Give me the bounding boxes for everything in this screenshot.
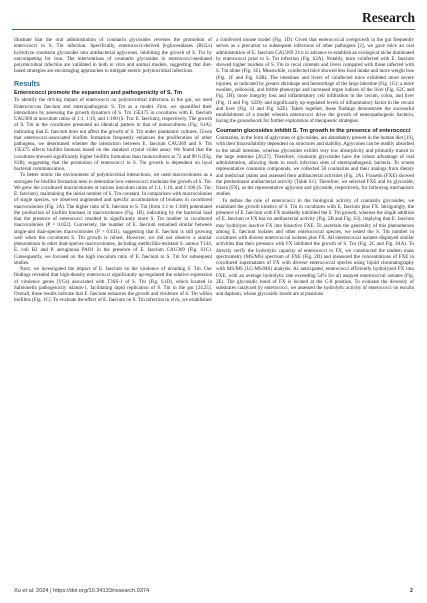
page-number: 2 (409, 588, 413, 594)
body-paragraph: Coumarins, in the form of aglycones or glycosides, are abundantly present in the human diet [19], with their bioavailability dependent on structures and stability. Aglycones can be readily absorbed in the small intestine, whereas glycosides exhibit very low absorptivity and primarily transit to the large intestine [26,27]. Therefore, coumarin glycosides have the robust advantage of oral administration, allowing them to reach infection sites of enteropathogenic bacteria. To screen representative coumarin compounds, we collected 50 coumarins and their analogs from dietary and medicinal plants and assessed their antibacterial activities (Fig. 2A). Fraxetin (FXE) showed the predominant antibacterial activity (Table S1). Therefore, we selected FXE and its glycoside, fraxin (FX), as the representative aglycone and glycoside, respectively, for following mechanistic studies. (216, 135, 414, 198)
results-heading: Results (14, 78, 40, 88)
body-paragraph: a coinfected mouse model (Fig. 1D). Given that enterococcal overgrowth in the gut frequently serves as a precursor to subsequent infections of other pathogens [2], we gave mice an oral administration of E. faecium CAU369 24 h in advance to establish an ecological niche dominated by enterococci prior to S. Tm infection (Fig. S2A). Notably, mice coinfected with E. faecium showed higher burdens of S. Tm in cecal contents and livers compared with those infected with S. Tm alone (Fig. 1E). Meanwhile, coinfected mice showed less food intake and more weight loss (Fig. 1F and Fig. S2B). The intestines and livers of coinfected mice exhibited more severe injuries, as indicated by greater shrinkage and hemorrhage of the large intestine (Fig. 1G); a more swollen, yellowish, and brittle phenotype and increased organ indices of the liver (Fig. S2C and Fig. 1H); more integrity loss and inflammatory cell infiltration in the cecum, colon, and liver (Fig. 1I and Fig. S2D); and significantly up-regulated levels of inflammatory factor in the cecum and liver (Fig. 1J and Fig. S2E). Taken together, these findings demonstrate the successful establishment of a model wherein enterococci drive the growth of enteropathogenic bacteria, laying the groundwork for further exploration of therapeutic strategies. (216, 37, 414, 125)
body-paragraph: To identify the driving impact of enterococci on polymicrobial infections in the gut, we used Enterococcus faecium and enteropathogenic S. Tm as a model. First, we quantified their interactions by assessing the growth dynamics of S. Tm 15E475 in cocultures with E. faecium CAU369 at inoculum ratios of 1:1, 1:10, and 1:100 (S. Tm: E. faecium), respectively. The growth of S. Tm in the cocultures presented an identical pattern to that of monocultures (Fig. S1A), indicating that E. faecium does not affect the growth of S. Tm under planktonic cultures. Given that enterococci-associated biofilm formation frequently enhances the proliferation of other pathogens, we determined whether the interaction between E. faecium CAU369 and S. Tm 15E475 affects biofilm biomass based on the standard crystal violet assay. We found that the cocultures showed significantly higher biofilm formation than monocultures at 72 and 96 h (Fig. S1B), suggesting that the promotion of enterococci to S. Tm growth is dependent on local bacterial communication. (14, 97, 212, 173)
intro-paragraph: illustrate that the oral administration of coumarin glycosides reverses the promotion of enterococci to S. Tm infection. Specifically, enterococci-derived β-glucosidases (BGLs) hydrolyze coumarin glycosides into antibacterial aglycones, inhibiting the growth of S. Tm by outcompeting for iron. The interventions of coumarin glycosides in enterococci-mediated polymicrobial infection are validated in both in vitro and animal models, suggesting that diet-based strategies are encouraging approaches to mitigate enteric polymicrobial infections. (14, 37, 212, 75)
left-column (14, 37, 212, 304)
subheading-enterococci-promote: Enterococci promote the expansion and pathogenicity of S. Tm (14, 89, 183, 96)
body-paragraph: Next, we investigated the impact of E. faecium on the virulence of invading S. Tm. Our findings revealed that high-density enterococci significantly up-regulated the relative expression of virulence genes (VGs) associated with T3SS-1 of S. Tm (Fig. S1D), which located in Salmonella pathogenicity islands-1, facilitating rapid replication of S. Tm in the gut [24,25]. Overall, these results indicate that E. faecium enhances the growth and virulence of S. Tm within biofilms (Fig. 1C). To evaluate the effect of E. faecium on S. Tm infection in vivo, we established (14, 266, 212, 304)
body-paragraph: To define the role of enterococci in the biological activity of coumarin glycosides, we examined the growth kinetics of S. Tm in cocultures with E. faecium plus FX. Intriguingly, the presence of E. faecium with FX markedly inhibited the S. Tm growth, whereas the single addition of E. faecium or FX has no antibacterial activity (Fig. 2B and Fig. S3), implying that E. faecium may hydrolyze inactive FX into bioactive FXE. To ascertain the generality of this phenomenon among E. faecium isolates and other enterococcal species, we tested the S. Tm number in cocultures with diverse enterococcal isolates plus FX. All enterococcal isolates displayed similar activities that their presence with FX inhibited the growth of S. Tm (Fig. 2C and Fig. S4A). To directly verify the hydrolytic capacity of enterococci to FX, we constructed the tandem mass spectrometry (MS/MS) spectrum of FXE (Fig. 2D) and measured the concentrations of FXE in cocultured supernatants of FX with diverse enterococcal species using liquid chromatography with MS/MS (LC-MS/MS) analysis. As anticipated, enterococci efficiently hydrolyzed FX into FXE, with an average hydrolytic rate exceeding 54% for all assayed enterococcal isolates (Fig. 2E). The glycosidic bond of FX is located at the C-8 position. To evaluate the diversity of substrates catalyzed by enterococci, we assessed the hydrolytic activity of enterococci on esculin and daphnin, whose glycosidic bonds are at positions (216, 197, 414, 298)
journal-name: Research (362, 10, 415, 25)
subheading-coumarin-glucosides: Coumarin glucosides inhibit S. Tm growth in the presence of enterococci (216, 127, 411, 134)
right-column (216, 37, 414, 298)
footer-citation[interactable]: Xu et al. 2024 | https://doi.org/10.34133/research.0374 (14, 588, 150, 594)
body-paragraph: To better mimic the environment of polymicrobial interactions, we used macrocolonies as a surrogate for biofilm formation tests to determine how enterococci modulate the growth of S. Tm. We grew the cocultured macrocolonies at various inoculum ratios of 1:1, 1:10, and 1:100 (S. Tm: E. faecium), maintaining the initial number of S. Tm constant. In comparison with macrocolonies of single species, we observed augmented and specific accumulation of biomass in cocultured macrocolonies (Fig. 1A). The higher ratio of E. faecium to S. Tm (from 1:1 to 1:100) potentiated the production of biofilm biomass in macrocolonies (Fig. 1B), indicating by the bacterial load that the presence of enterococci resulted in significantly more S. Tm number in cocultured macrocolonies (P = 0.022). Conversely, the number of E. faecium remained similar between single-and dual-species macrocolonies (P = 0.431), suggesting that E. faecium is still growing well when the cocultured S. Tm growth is robust. However, we did not observe a similar phenomenon in other dual-species macrocolonies, including methicillin-resistant S. aureus T144, E. coli B2 and P. aeruginosa PAO1 in the presence of E. faecium CAU369 (Fig. S1C). Consequently, we focused on the high inoculum ratio of E. faecium to S. Tm for subsequent studies. (14, 172, 212, 266)
header-rule (12, 29, 415, 30)
